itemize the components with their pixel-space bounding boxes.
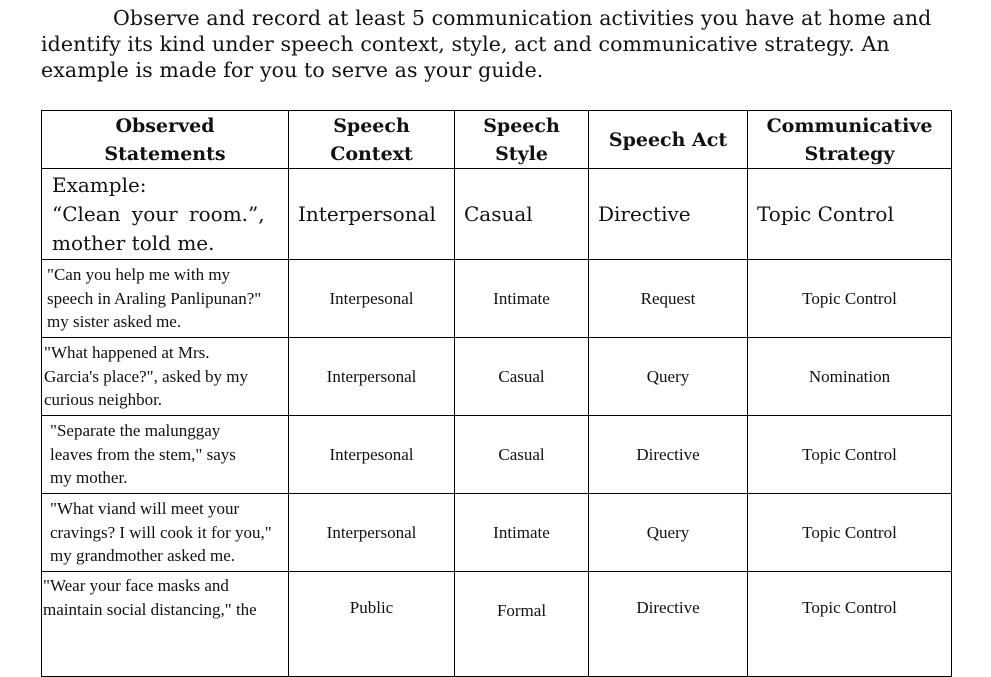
speech-style-cell: Formal (455, 572, 589, 677)
observed-statement: "Can you help me with my speech in Araling Panlipunan?" my sister asked me. (42, 260, 289, 338)
table-row (42, 260, 952, 338)
example-context: Interpersonal (289, 169, 455, 260)
instructions-paragraph: Observe and record at least 5 communication activities you have at home and identify its kind under speech context, style, act and communicative strategy. An example is made for you to serve as your guide. (41, 6, 932, 82)
header-speech-style: Speech Style (455, 111, 589, 169)
header-communicative-strategy: Communicative Strategy (748, 111, 952, 169)
communicative-strategy-cell: Topic Control (748, 260, 952, 338)
example-style: Casual (455, 169, 589, 260)
table-row (42, 572, 952, 677)
observed-statement: "Separate the malunggay leaves from the stem," says my mother. (42, 416, 289, 494)
header-speech-context: Speech Context (289, 111, 455, 169)
header-observed-statements: Observed Statements (42, 111, 289, 169)
communicative-strategy-cell: Topic Control (748, 494, 952, 572)
example-act: Directive (589, 169, 748, 260)
speech-style-cell: Casual (455, 338, 589, 416)
communicative-strategy-cell: Topic Control (748, 572, 952, 677)
speech-context-cell: Interpesonal (289, 416, 455, 494)
table-row (42, 494, 952, 572)
speech-act-cell: Query (589, 338, 748, 416)
example-row (42, 169, 952, 260)
observed-statement: "Wear your face masks and maintain social distancing," the (42, 572, 289, 677)
speech-context-cell: Interpersonal (289, 338, 455, 416)
speech-style-cell: Casual (455, 416, 589, 494)
communicative-strategy-cell: Topic Control (748, 416, 952, 494)
header-row (42, 111, 952, 169)
speech-style-cell: Intimate (455, 260, 589, 338)
observed-statement: "What viand will meet your cravings? I will cook it for you," my grandmother asked me. (42, 494, 289, 572)
table-row (42, 338, 952, 416)
example-strategy: Topic Control (748, 169, 952, 260)
speech-context-cell: Interpesonal (289, 260, 455, 338)
example-statement: Example: “Clean your room.”, mother told me. (42, 169, 289, 260)
table-row (42, 416, 952, 494)
speech-act-cell: Request (589, 260, 748, 338)
speech-act-cell: Directive (589, 572, 748, 677)
speech-context-cell: Public (289, 572, 455, 677)
header-speech-act: Speech Act (589, 111, 748, 169)
speech-style-cell: Intimate (455, 494, 589, 572)
observed-statement: "What happened at Mrs. Garcia's place?", asked by my curious neighbor. (42, 338, 289, 416)
communicative-strategy-cell: Nomination (748, 338, 952, 416)
speech-context-cell: Interpersonal (289, 494, 455, 572)
speech-act-cell: Directive (589, 416, 748, 494)
communication-activities-table (41, 110, 952, 677)
speech-act-cell: Query (589, 494, 748, 572)
